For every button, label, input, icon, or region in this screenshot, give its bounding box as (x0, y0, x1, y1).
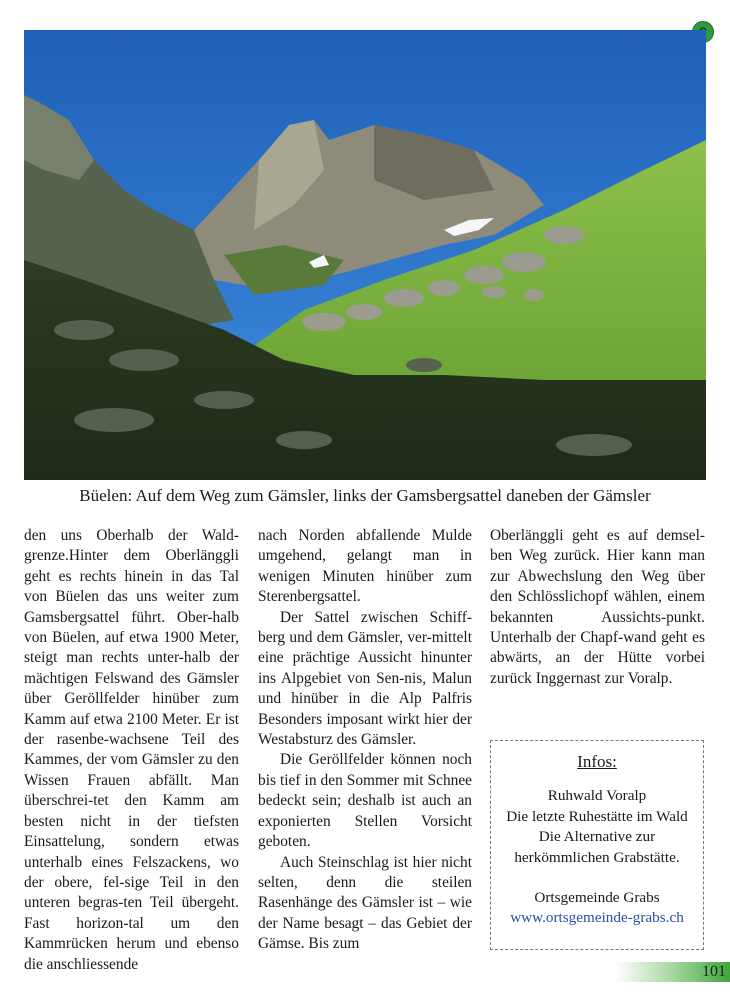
info-line: herkömmlichen Grabstätte. (514, 848, 680, 866)
paragraph: Oberlänggli geht es auf demsel-ben Weg zurück. Hier kann man zur Abwechslung den Weg über den Schlösslichopf wählen, einem bekannten Aussichts-punkt. Unterhalb der Chapf-wand geht es abwärts, an der Hütte vorbei zurück Inggernast zur Voralp. (490, 527, 705, 687)
mountain-photo (24, 30, 706, 480)
info-line: Ruhwald Voralp (547, 787, 647, 805)
photo-caption: Büelen: Auf dem Weg zum Gämsler, links der Gamsbergsattel daneben der Gämsler (79, 486, 651, 505)
text-column-1 (24, 526, 239, 975)
paragraph: nach Norden abfallende Mulde umgehend, gelangt man in wenigen Minuten hinüber zum Sterenbergsattel. (258, 527, 472, 606)
page-number-bar (616, 962, 730, 982)
info-line: Die letzte Ruhestätte im Wald (506, 807, 688, 825)
paragraph: den uns Oberhalb der Wald-grenze.Hinter dem Oberlänggli geht es rechts hinein in das Tal von Büelen das uns weiter zum Gamsbergsattel führt. Ober-halb von Büelen, auf etwa 1900 Meter, steigt man rechts unter-halb der mächtigen Felswand des Gämsler über Geröllfelder hinüber zum Kamm auf etwa 2100 Meter. Er ist der rasenbe-wachsene Teil des Kammes, der vom Gämsler zu den Wissen Frauen abfällt. Man überschrei-tet den Kamm am besten nicht in der tiefsten Einsattelung, sondern etwas unterhalb eines Felszackens, wo der obere, fel-sige Teil in den unteren begras-ten Teil übergeht. Fast horizon-tal um den Kammrücken herum und ebenso die anschliessende (24, 527, 239, 973)
paragraph: Der Sattel zwischen Schiff-berg und dem Gämsler, ver-mittelt eine prächtige Aussicht hinunter ins Alpgebiet von Sen-nis, Malun und hinüber in die Alp Palfris Besonders imposant wirkt hier der Westabsturz des Gämsler. (258, 608, 472, 749)
paragraph: Die Geröllfelder können noch bis tief in den Sommer mit Schnee bedeckt sein; deshalb ist auch an exponierten Stellen Vorsicht geboten. (258, 751, 472, 851)
info-organization: Ortsgemeinde Grabs (534, 889, 660, 907)
info-box (490, 740, 704, 950)
text-column-2 (258, 526, 472, 955)
website-link[interactable]: www.ortsgemeinde-grabs.ch (510, 909, 684, 927)
info-title: Infos: (577, 752, 617, 771)
page-number: 101 (702, 963, 726, 980)
paragraph: Auch Steinschlag ist hier nicht selten, denn die steilen Rasenhänge des Gämsler ist – wie der Name besagt – das Gebiet der Gämse. Bis zum (258, 853, 472, 953)
text-column-3 (490, 526, 705, 689)
info-line: Die Alternative zur (538, 828, 656, 846)
